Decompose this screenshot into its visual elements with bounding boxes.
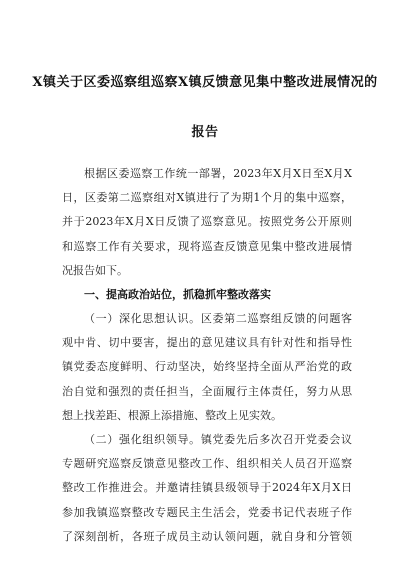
item-1-line: 治自觉和强烈的责任担当，全面履行主体责任，努力从思 <box>62 384 352 398</box>
document-title-line-1: X镇关于区委巡察组巡察X镇反馈意见集中整改进展情况的 <box>32 75 378 90</box>
item-1-line: 观中肯、切中要害，提出的意见建议具有针对性和指导性 <box>62 336 352 350</box>
item-2-line: 参加我镇巡察整改专题民主生活会，党委书记代表班子作 <box>62 505 352 519</box>
item-2-paragraph <box>62 428 352 549</box>
item-2-line: 整改工作推进会。并邀请挂镇县级领导于2024年X月X日 <box>62 481 352 495</box>
intro-line: 日，区委第二巡察组对X镇进行了为期1个月的集中巡察， <box>62 191 352 205</box>
item-1-paragraph <box>62 307 352 428</box>
intro-line: 况报告如下。 <box>62 263 128 277</box>
intro-line: 根据区委巡察工作统一部署，2023年X月X日至X月X <box>84 167 352 180</box>
intro-line: 和巡察工作有关要求，现将巡查反馈意见集中整改进展情 <box>62 239 352 253</box>
item-2-line: （二）强化组织领导。镇党委先后多次召开党委会议 <box>84 433 352 446</box>
section-heading: 一、提高政治站位，抓稳抓牢整改落实 <box>84 287 271 301</box>
item-2-line: 专题研究巡察反馈意见整改工作、组织相关人员召开巡察 <box>62 457 352 471</box>
item-1-line: （一）深化思想认识。区委第二巡察组反馈的问题客 <box>84 312 352 325</box>
item-1-line: 想上找差距、根源上添措施、整改上见实效。 <box>62 408 282 422</box>
item-1-line: 镇党委态度鲜明、行动坚决，始终坚持全面从严治党的政 <box>62 360 352 374</box>
intro-line: 并于2023年X月X日反馈了巡察意见。按照党务公开原则 <box>62 215 352 229</box>
item-2-line: 了深刻剖析，各班子成员主动认领问题，就自身和分管领 <box>62 529 352 543</box>
intro-paragraph <box>62 162 352 307</box>
document-title-line-2: 报告 <box>191 125 219 140</box>
